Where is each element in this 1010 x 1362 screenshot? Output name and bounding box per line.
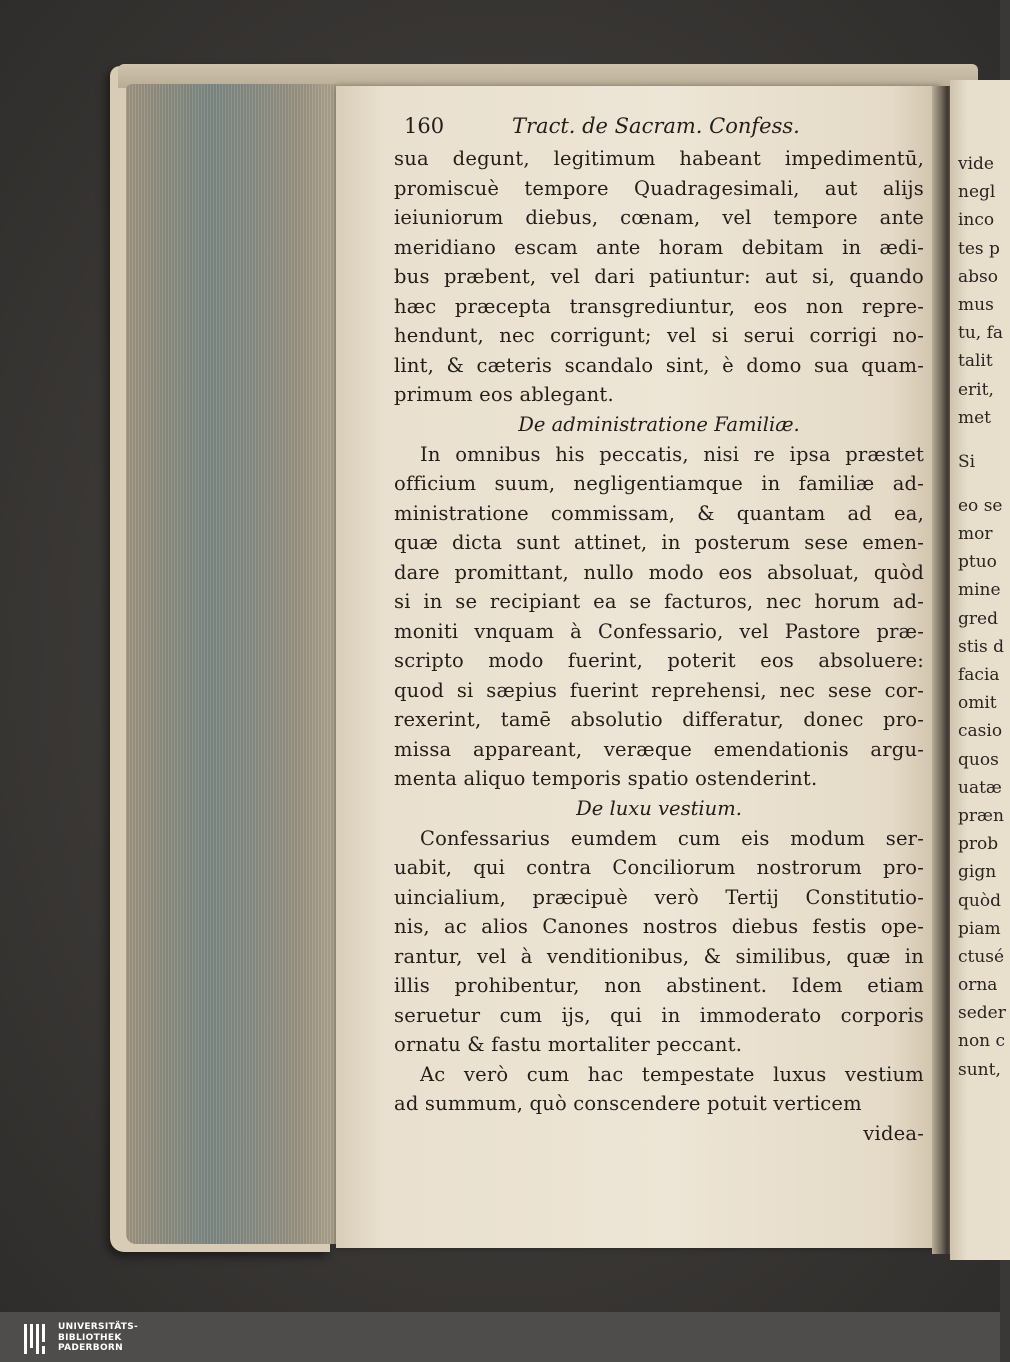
right-page-fragment: facia <box>958 665 1000 685</box>
right-page-fragment: quòd <box>958 890 1001 911</box>
right-page-fragments <box>958 150 1008 1084</box>
paragraph-continued <box>394 144 924 410</box>
text-line: ministratione commissam, & quantam ad ea, <box>394 501 924 525</box>
paragraph-familia <box>394 440 924 794</box>
section-heading-familia: De administratione Familiæ. <box>518 412 800 436</box>
text-line: quæ dicta sunt attinet, in posterum sese emen- <box>394 531 924 554</box>
right-page-fragment: ptuo <box>958 552 997 573</box>
text-line: si in se recipiant ea se facturos, nec horum ad- <box>394 590 924 613</box>
right-page-fragment: mine <box>958 580 1001 601</box>
right-page-fragment: præn <box>958 805 1004 826</box>
catchword: videa- <box>863 1121 924 1145</box>
text-line: dare promittant, nullo modo eos absoluat, quòd <box>394 560 924 584</box>
right-page-fragment: casio <box>958 721 1003 742</box>
right-page-fragment: gred <box>958 608 998 629</box>
right-page-fragment: talit <box>958 351 993 372</box>
page-block-edge <box>126 84 338 1244</box>
right-page-fragment: piam <box>958 918 1001 939</box>
right-page-fragment: prob <box>958 834 999 855</box>
library-name-line: BIBLIOTHEK <box>58 1332 122 1343</box>
text-line: illis prohibentur, non abstinent. Idem etiam <box>394 974 924 997</box>
right-page-fragment: tes p <box>958 238 1000 259</box>
text-line: ornatu & fastu mortaliter peccant. <box>394 1033 743 1056</box>
right-page-fragment: tu, fa <box>958 323 1004 344</box>
text-line: bus præbent, vel dari patiuntur: aut si, quando <box>394 265 924 288</box>
right-page-fragment: stis d <box>958 636 1005 657</box>
text-line: uincialium, præcipuè verò Tertij Constitutio- <box>394 885 924 909</box>
right-page-fragment: abso <box>958 266 998 287</box>
text-line: officium suum, negligentiamque in familiæ ad- <box>394 472 924 495</box>
page-number: 160 <box>404 114 445 138</box>
right-page-fragment: erit, <box>958 379 994 400</box>
right-page-fragment: non c <box>958 1031 1006 1052</box>
text-line: In omnibus his peccatis, nisi re ipsa præstet <box>420 442 924 466</box>
right-page-fragment: mor <box>958 524 993 545</box>
text-line: ad summum, quò conscendere potuit verticem <box>394 1092 862 1115</box>
right-page-fragment: ctusé <box>958 946 1005 967</box>
text-line: meridiano escam ante horam debitam in ædi- <box>394 235 924 259</box>
text-line: promiscuè tempore Quadragesimali, aut alijs <box>394 176 924 200</box>
right-page-fragment: Si <box>958 451 976 472</box>
text-line: missa appareant, veræque emendationis argu- <box>394 737 924 761</box>
library-name-line: UNIVERSITÄTS- <box>58 1322 139 1332</box>
text-line: scripto modo fuerint, poterit eos absoluere: <box>394 649 924 672</box>
section-heading-luxu: De luxu vestium. <box>576 796 742 820</box>
text-line: hæc præcepta transgrediuntur, eos non repre- <box>394 294 924 318</box>
library-footer <box>0 1312 1000 1362</box>
library-logo-icon <box>22 1322 50 1356</box>
text-line: menta aliquo temporis spatio ostenderint. <box>394 767 818 790</box>
right-page-fragment: eo se <box>958 495 1003 516</box>
text-line: seruetur cum ijs, qui in immoderato corporis <box>394 1003 924 1027</box>
text-line: Ac verò cum hac tempestate luxus vestium <box>420 1062 924 1086</box>
text-line: sua degunt, legitimum habeant impedimentū, <box>394 147 924 170</box>
library-name <box>58 1322 138 1354</box>
text-line: nis, ac alios Canones nostros diebus festis ope- <box>394 915 924 938</box>
right-page-fragment: sunt, <box>958 1059 1001 1080</box>
paragraph-luxu <box>394 824 924 1060</box>
right-page-fragment: orna <box>958 975 998 996</box>
text-line: primum eos ablegant. <box>394 383 614 406</box>
right-page-fragment: uatæ <box>958 777 1002 798</box>
library-name-line: PADERBORN <box>58 1343 123 1353</box>
right-page-fragment: quos <box>958 749 999 770</box>
text-line: quod si sæpius fuerint reprehensi, nec sese cor- <box>394 678 924 702</box>
text-line: rexerint, tamē absolutio differatur, donec pro- <box>394 708 924 731</box>
page-text <box>394 108 924 1148</box>
text-line: uabit, qui contra Conciliorum nostrorum pro- <box>394 856 924 879</box>
right-page-fragment: inco <box>958 210 995 231</box>
text-line: hendunt, nec corrigunt; vel si serui corrigi no- <box>394 324 924 347</box>
right-page-fragment: gign <box>958 862 997 883</box>
right-page-fragment: mus <box>958 294 994 315</box>
text-line: ieiuniorum diebus, cœnam, vel tempore ante <box>394 206 924 229</box>
running-head: Tract. de Sacram. Confess. <box>512 114 800 138</box>
page-header <box>394 108 924 144</box>
text-line: lint, & cæteris scandalo sint, è domo sua quam- <box>394 353 924 377</box>
text-line: moniti vnquam à Confessario, vel Pastore præ- <box>394 619 924 643</box>
right-page-fragment: vide <box>958 154 994 174</box>
right-page-fragment: omit <box>958 693 997 714</box>
text-line: Confessarius eumdem cum eis modum ser- <box>420 826 924 850</box>
paragraph-ac-vero <box>394 1060 924 1119</box>
text-line: rantur, vel à venditionibus, & similibus, quæ in <box>394 944 924 968</box>
right-page-fragment: met <box>958 407 992 428</box>
right-page-fragment: negl <box>958 182 996 203</box>
right-page-fragment: seder <box>958 1003 1006 1024</box>
